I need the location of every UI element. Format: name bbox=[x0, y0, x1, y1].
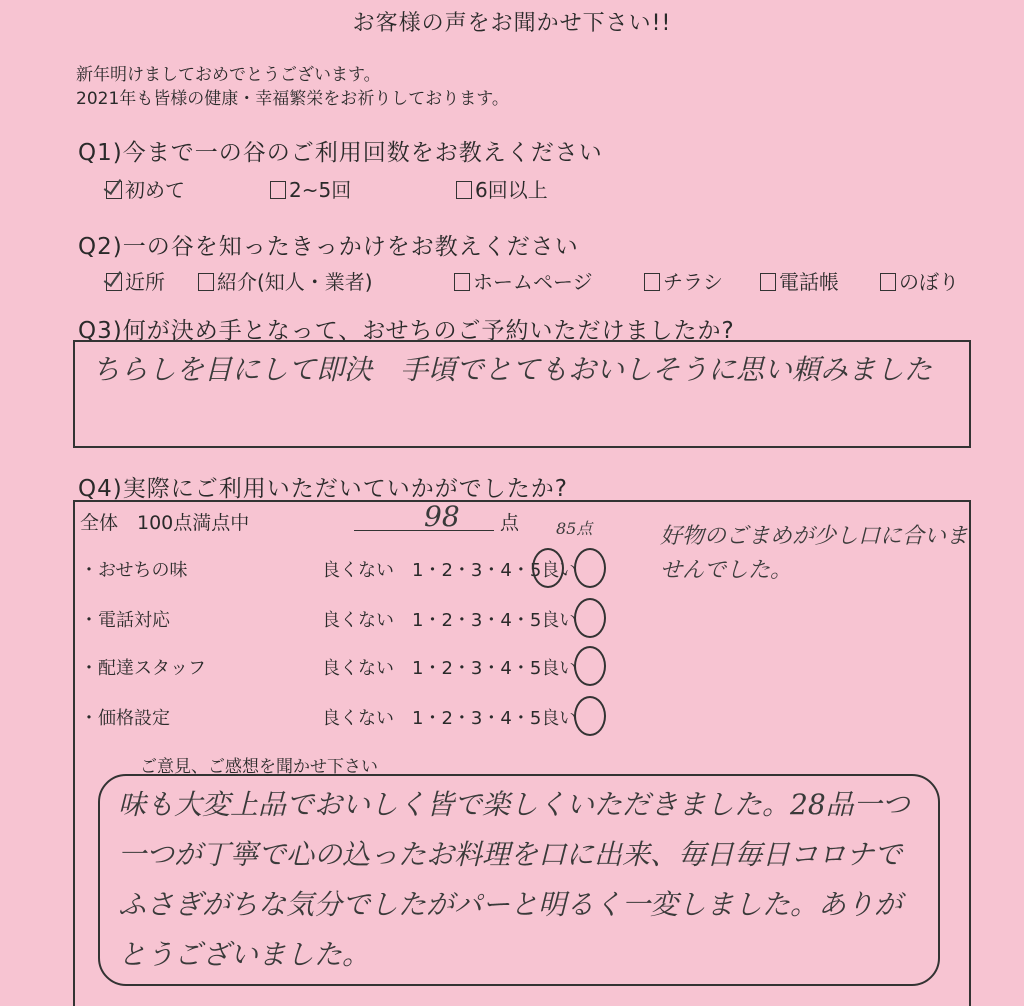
checkbox-icon[interactable] bbox=[760, 273, 776, 291]
rating-scale-price[interactable]: 良くない 1・2・3・4・5良い bbox=[322, 708, 578, 729]
circle-mark-icon bbox=[574, 646, 606, 686]
side-note-handwritten: 好物のごまめが少し口に合いませんでした。 bbox=[660, 524, 969, 583]
q2-option-referral[interactable]: 紹介(知人・業者) bbox=[198, 266, 373, 295]
checkbox-icon[interactable] bbox=[454, 273, 470, 291]
question-2-label: Q2)一の谷を知ったきっかけをお教えください bbox=[78, 234, 579, 260]
rating-label-delivery: ・配達スタッフ bbox=[80, 658, 206, 679]
rating-label-price: ・価格設定 bbox=[80, 708, 170, 729]
q1-option-2-5[interactable]: 2~5回 bbox=[270, 174, 351, 203]
opinion-label: ご意見、ご感想を聞かせ下さい bbox=[140, 757, 378, 777]
greeting-line-1: 新年明けましておめでとうございます。 bbox=[76, 65, 381, 85]
rating-scale-phone[interactable]: 良くない 1・2・3・4・5良い bbox=[322, 610, 578, 631]
rating-scale-taste[interactable]: 良くない 1・2・3・4・5良い bbox=[322, 560, 578, 581]
q1-option-first-time[interactable]: 初めて bbox=[106, 174, 185, 203]
q2-option-homepage[interactable]: ホームページ bbox=[454, 266, 593, 295]
checkbox-checked-icon[interactable] bbox=[106, 181, 122, 199]
question-1-label: Q1)今まで一の谷のご利用回数をお教えください bbox=[78, 140, 603, 166]
circle-mark-icon bbox=[532, 548, 564, 588]
overall-score-unit: 点 bbox=[500, 512, 520, 534]
checkbox-icon[interactable] bbox=[198, 273, 214, 291]
rating-label-taste: ・おせちの味 bbox=[80, 560, 188, 581]
greeting-line-2: 2021年も皆様の健康・幸福繁栄をお祈りしております。 bbox=[76, 89, 509, 109]
overall-score-label: 全体 100点満点中 bbox=[80, 512, 250, 534]
checkbox-icon[interactable] bbox=[644, 273, 660, 291]
rating-label-phone: ・電話対応 bbox=[80, 610, 170, 631]
circle-mark-icon bbox=[574, 696, 606, 736]
opinion-handwritten-text: 味も大変上品でおいしく皆で楽しくいただきました。28品一つ一つが丁寧で心の込ったお料理を口に出来、毎日毎日コロナでふさぎがちな気分でしたがパーと明るく一変しました。ありがとうございました。 bbox=[118, 788, 910, 971]
q2-option-neighborhood[interactable]: 近所 bbox=[106, 266, 165, 295]
circle-mark-icon bbox=[574, 598, 606, 638]
q1-option-6-plus[interactable]: 6回以上 bbox=[456, 174, 548, 203]
checkbox-icon[interactable] bbox=[880, 273, 896, 291]
q2-option-banner[interactable]: のぼり bbox=[880, 266, 959, 295]
rating-scale-delivery[interactable]: 良くない 1・2・3・4・5良い bbox=[322, 658, 578, 679]
question-4-label: Q4)実際にご利用いただいていかがでしたか? bbox=[78, 476, 568, 502]
q2-option-phonebook[interactable]: 電話帳 bbox=[760, 266, 839, 295]
score-note: 85点 bbox=[556, 519, 593, 538]
checkbox-checked-icon[interactable] bbox=[106, 273, 122, 291]
q2-option-flyer[interactable]: チラシ bbox=[644, 266, 723, 295]
checkbox-icon[interactable] bbox=[270, 181, 286, 199]
overall-score-value: 98 bbox=[424, 500, 460, 533]
question-3-label: Q3)何が決め手となって、おせちのご予約いただけましたか? bbox=[78, 318, 735, 344]
page-title: お客様の声をお聞かせ下さい!! bbox=[352, 11, 672, 36]
circle-mark-icon bbox=[574, 548, 606, 588]
q3-handwritten-answer: ちらしを目にして即決 手頃でとてもおいしそうに思い頼みました bbox=[92, 353, 933, 386]
checkbox-icon[interactable] bbox=[456, 181, 472, 199]
